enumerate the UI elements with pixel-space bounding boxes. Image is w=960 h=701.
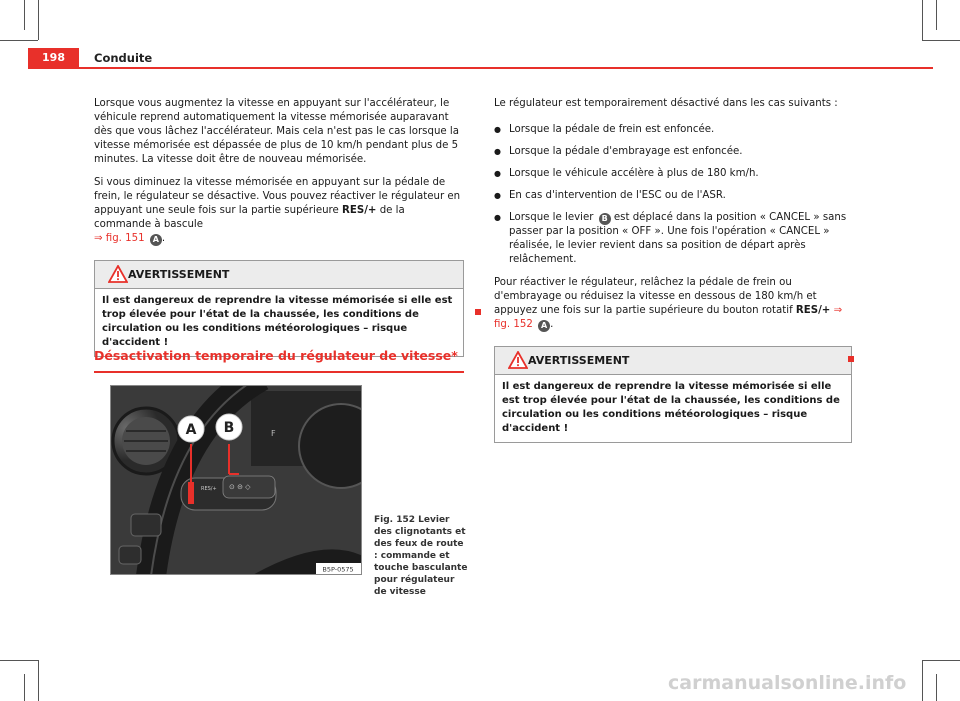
crop-mark [24,0,25,30]
crop-mark [922,660,960,661]
left-column [94,97,464,357]
end-marker [475,309,481,315]
header-rule [28,67,933,69]
reactivation-text: Pour réactiver le régulateur, relâchez la pédale de frein ou d'embrayage ou réduisez la vitesse en dessous de 180 km/h et appuyez une fois sur la partie supérieure du bouton rotatif [494,277,817,316]
list-item: ● Lorsque la pédale de frein est enfoncée. [494,123,852,137]
reactivation-paragraph: Pour réactiver le régulateur, relâchez la pédale de frein ou d'embrayage ou réduisez la vitesse en dessous de 180 km/h et appuyez une fois sur la partie supérieure du bouton rotatif RES/+ ⇒ fig. 152 A . [494,277,843,330]
bullet-5-after: est déplacé dans la position « CANCEL » sans passer par la position « OFF ». Une fois l'opération « CANCEL » réalisée, le levier revient dans sa position de départ après relâchement. [509,212,847,265]
list-item [494,211,852,267]
crop-mark [922,660,923,701]
res-button-label-right: RES/+ [795,305,831,316]
figure-code: B5P-0575 [322,565,354,574]
marker-a: A [150,234,162,246]
bullet-5-before: Lorsque le levier [509,212,594,223]
marker-b: B [599,213,611,225]
figure-152-image [110,385,362,575]
paragraph-2-after: de la commande à bascule [94,205,405,230]
warning-text: Il est dangereux de reprendre la vitesse mémorisée si elle est trop élevée pour l'état de la chaussée, les conditions de circulation ou les conditions météorologiques – risque d'accident ! [102,295,453,348]
figure-caption: Fig. 152 Levier des clignotants et des feux de route : commande et touche basculante pour régulateur de vitesse [374,515,468,597]
warning-triangle-icon [508,351,528,369]
figure-ref-link[interactable]: ⇒ fig. 151 [94,233,145,244]
chapter-title: Conduite [94,51,153,65]
crop-mark [38,0,39,40]
conditions-list [494,123,852,267]
crop-mark [0,660,38,661]
warning-header-right [495,347,851,375]
crop-mark [922,0,923,40]
page-number: 198 [42,51,65,64]
right-intro: Le régulateur est temporairement désactivé dans les cas suivants : [494,98,838,109]
watermark: carmanualsonline.info [668,672,907,694]
list-item: ● En cas d'intervention de l'ESC ou de l'ASR. [494,189,852,203]
crop-mark [936,674,937,701]
crop-mark [38,660,39,701]
end-marker [848,356,854,362]
paragraph-2-text: Si vous diminuez la vitesse mémorisée en appuyant sur la pédale de frein, le régulateur se désactive. Vous pouvez réactiver le régulateur en appuyant une seule fois sur la partie supérieure [94,177,461,216]
crop-mark [24,674,25,701]
res-button-label: RES/+ [342,205,377,216]
callout-a: A [185,422,197,438]
warning-title-right: AVERTISSEMENT [528,354,630,367]
svg-text:RES/+: RES/+ [201,486,217,492]
paragraph-2: Si vous diminuez la vitesse mémorisée en appuyant sur la pédale de frein, le régulateur se désactive. Vous pouvez réactiver le régulateur en appuyant une seule fois sur la partie supérieure RES/+ de la commande à bascule ⇒ fig. 151 A . [94,177,461,244]
warning-header [95,261,463,289]
paragraph-1: Lorsque vous augmentez la vitesse en appuyant sur l'accélérateur, le véhicule reprend automatiquement la vitesse mémorisée auparavant dès que vous lâchez l'accélérateur. Mais cela n'est pas le cas lorsque la vitesse mémorisée est dépassée de plus de 10 km/h pendant plus de 5 minutes. La vitesse doit être de nouveau mémorisée. [94,98,459,165]
warning-text-right: Il est dangereux de reprendre la vitesse mémorisée si elle est trop élevée pour l'état de la chaussée, les conditions de circulation ou les conditions météorologiques – risque d'accident ! [502,381,840,434]
right-column [494,97,852,443]
list-item: ● Lorsque le véhicule accélère à plus de 180 km/h. [494,167,852,181]
svg-text:F: F [271,429,276,438]
crop-mark [936,0,937,30]
crop-mark [0,40,38,41]
callout-b: B [223,420,235,436]
section-rule [94,371,464,373]
warning-box-right [494,346,852,443]
crop-mark [922,40,960,41]
warning-triangle-icon [108,265,128,283]
steering-wheel-illustration [111,386,362,575]
warning-title: AVERTISSEMENT [128,268,230,281]
list-item: ● Lorsque la pédale d'embrayage est enfoncée. [494,145,852,159]
section-title: Désactivation temporaire du régulateur de vitesse* [94,348,458,363]
warning-box [94,260,464,357]
marker-a-right: A [538,320,550,332]
figure-ref-link-right[interactable]: ⇒ fig. 152 [494,305,843,330]
svg-text:⊙ ⊝ ◇: ⊙ ⊝ ◇ [229,483,251,491]
